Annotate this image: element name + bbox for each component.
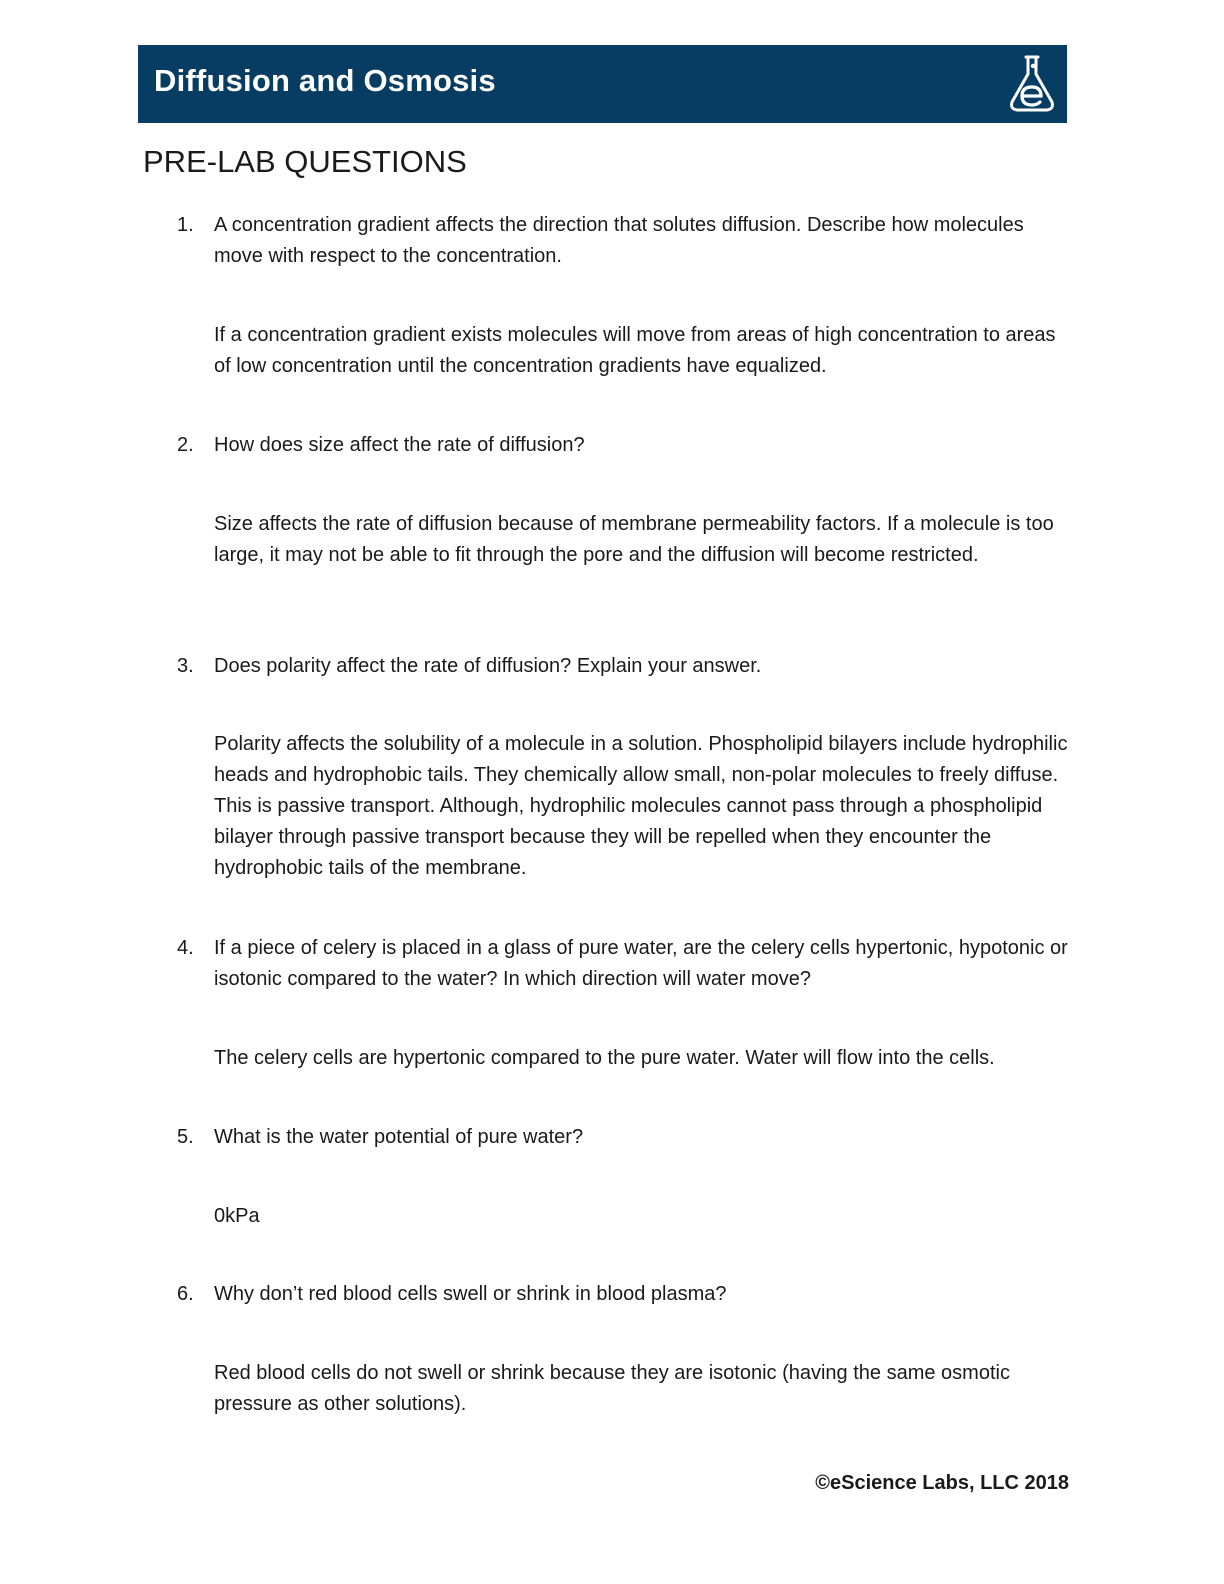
question-number: 2. <box>177 434 194 456</box>
question-text: Why don’t red blood cells swell or shrink in blood plasma? <box>214 1283 727 1305</box>
question-text: What is the water potential of pure water? <box>214 1126 584 1148</box>
question-text: If a piece of celery is placed in a glass of pure water, are the celery cells hypertonic, hypotonic or isotonic compared to the water? In which direction will water move? <box>214 937 1068 990</box>
question-text: Does polarity affect the rate of diffusion? Explain your answer. <box>214 655 762 677</box>
copyright-footer: ©eScience Labs, LLC 2018 <box>815 1472 1069 1494</box>
flask-e-logo-icon <box>1007 54 1057 114</box>
section-title: PRE-LAB QUESTIONS <box>143 144 467 179</box>
question-number: 1. <box>177 214 194 236</box>
document-title: Diffusion and Osmosis <box>154 63 496 98</box>
answer-text: Red blood cells do not swell or shrink because they are isotonic (having the same osmotic pressure as other solutions). <box>214 1362 1010 1415</box>
question-text: A concentration gradient affects the direction that solutes diffusion. Describe how molecules move with respect to the concentration. <box>214 214 1024 267</box>
question-number: 5. <box>177 1126 194 1148</box>
answer-text: Polarity affects the solubility of a molecule in a solution. Phospholipid bilayers include hydrophilic heads and hydrophobic tails. They chemically allow small, non-polar molecules to freely diffuse. This is passive transport. Although, hydrophilic molecules cannot pass through a phospholipid bilayer through passive transport because they will be repelled when they encounter the hydrophobic tails of the membrane. <box>214 733 1068 879</box>
answer-text: If a concentration gradient exists molecules will move from areas of high concentration to areas of low concentration until the concentration gradients have equalized. <box>214 324 1056 377</box>
answer-text: Size affects the rate of diffusion because of membrane permeability factors. If a molecule is too large, it may not be able to fit through the pore and the diffusion will become restricted. <box>214 513 1054 566</box>
answer-text: The celery cells are hypertonic compared to the pure water. Water will flow into the cells. <box>214 1047 995 1069</box>
header-banner <box>138 45 1067 123</box>
question-number: 4. <box>177 937 194 959</box>
question-text: How does size affect the rate of diffusion? <box>214 434 585 456</box>
question-number: 3. <box>177 655 194 677</box>
answer-text: 0kPa <box>214 1205 260 1227</box>
question-number: 6. <box>177 1283 194 1305</box>
